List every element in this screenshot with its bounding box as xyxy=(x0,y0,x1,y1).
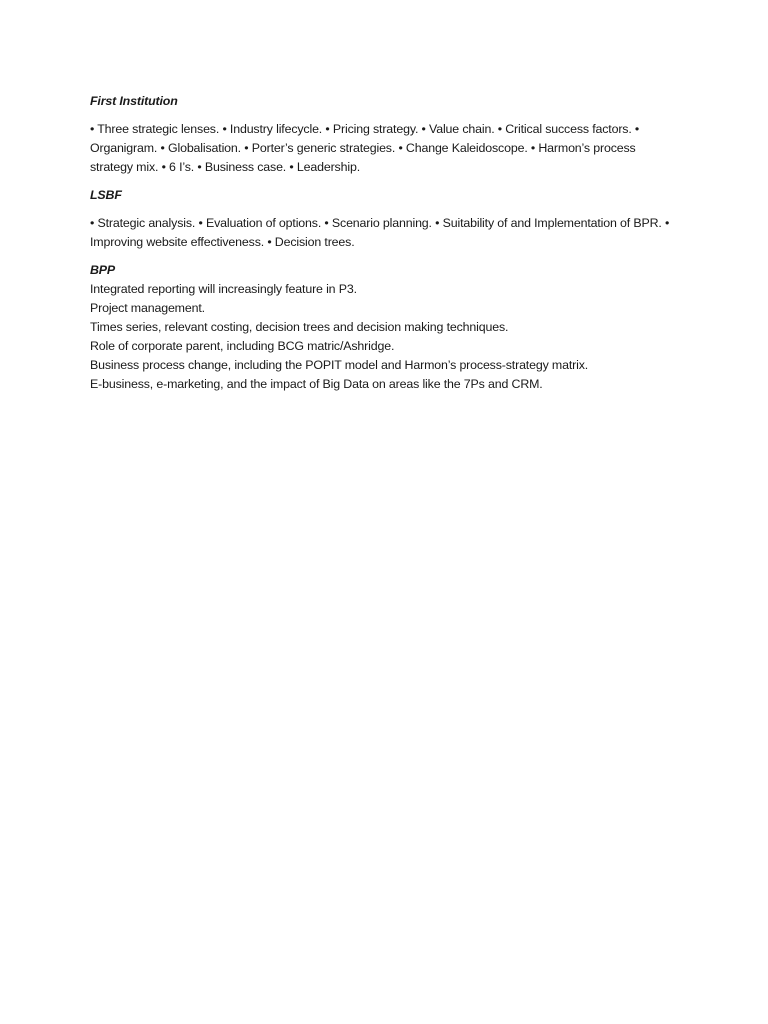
bpp-line-project-management: Project management. xyxy=(90,301,205,315)
section-heading-lsbf: LSBF xyxy=(90,188,122,202)
section-heading-first-institution: First Institution xyxy=(90,94,178,108)
bpp-line-e-business: E-business, e-marketing, and the impact of Big Data on areas like the 7Ps and CRM. xyxy=(90,377,543,391)
bpp-line-business-process-change: Business process change, including the POPIT model and Harmon’s process-strategy matrix. xyxy=(90,358,589,372)
section-text-first-institution: • Three strategic lenses. • Industry lifecycle. • Pricing strategy. • Value chain. • Critical success factors. • Organigram. • Globalisation. • Porter’s generic strategies. • Change Kaleidoscope. • Harmon’s process strategy mix. • 6 I’s. • Business case. • Leadership. xyxy=(90,122,640,174)
section-bpp xyxy=(90,261,680,394)
section-first-institution xyxy=(90,92,680,177)
section-heading-bpp: BPP xyxy=(90,263,116,277)
bpp-line-times-series: Times series, relevant costing, decision trees and decision making techniques. xyxy=(90,320,509,334)
bpp-line-integrated-reporting: Integrated reporting will increasingly feature in P3. xyxy=(90,282,357,296)
document-page xyxy=(90,92,680,394)
bpp-line-corporate-parent: Role of corporate parent, including BCG matric/Ashridge. xyxy=(90,339,395,353)
section-text-lsbf: • Strategic analysis. • Evaluation of options. • Scenario planning. • Suitability of and Implementation of BPR. • Improving website effectiveness. • Decision trees. xyxy=(90,216,670,249)
section-lsbf xyxy=(90,186,680,252)
